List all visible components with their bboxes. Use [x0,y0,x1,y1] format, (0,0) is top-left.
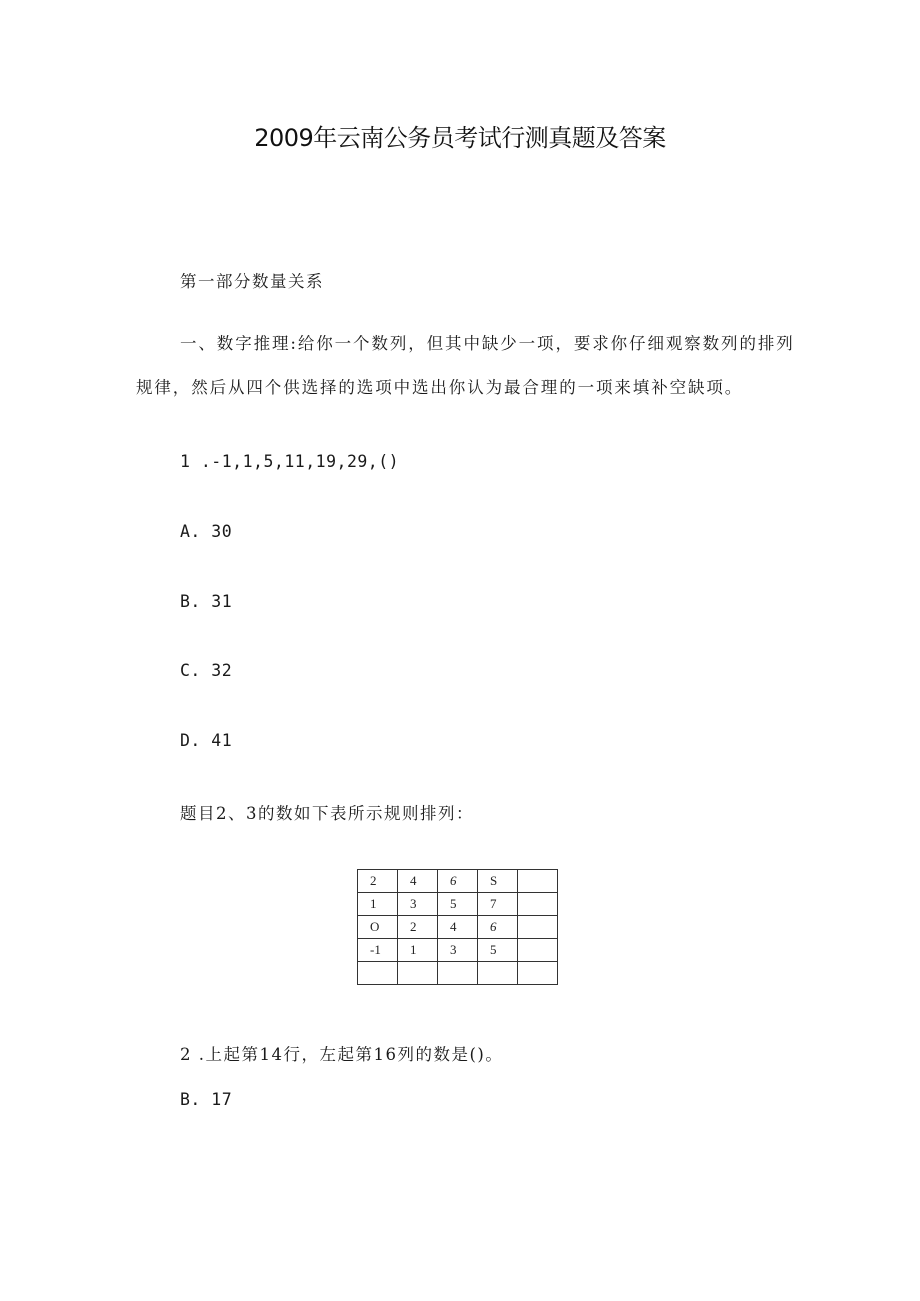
table-cell: 3 [398,893,438,916]
table-cell: 2 [398,916,438,939]
table-row [358,916,558,939]
table-cell [438,962,478,985]
question-1-option-a: A. 30 [180,522,233,541]
question-1-stem: 1 .-1,1,5,11,19,29,() [180,452,400,471]
table-cell [518,870,558,893]
section-heading: 第一部分数量关系 [180,272,324,291]
table-cell: 2 [358,870,398,893]
table-cell [398,962,438,985]
question-2-stem: 2 .上起第14行，左起第16列的数是()。 [180,1045,504,1064]
table-cell [358,962,398,985]
table-cell: 7 [478,893,518,916]
question-1-option-d: D. 41 [180,731,233,750]
table-cell: S [478,870,518,893]
question-1-option-c: C. 32 [180,661,233,680]
table-cell [478,962,518,985]
table-cell: 5 [478,939,518,962]
table-cell: -1 [358,939,398,962]
number-table [357,869,558,985]
table-cell: 3 [438,939,478,962]
table-cell: 4 [438,916,478,939]
table-cell: 1 [398,939,438,962]
table-cell [518,939,558,962]
table-cell: 6 [478,916,518,939]
table-cell [518,962,558,985]
document-title: 2009年云南公务员考试行测真题及答案 [254,124,666,152]
table-cell [518,916,558,939]
table-row [358,939,558,962]
question-2-option-b: B. 17 [180,1090,233,1109]
table-intro: 题目2、3的数如下表所示规则排列： [180,804,474,823]
table-row [358,893,558,916]
table-cell: 5 [438,893,478,916]
instruction-paragraph: 一、数字推理:给你一个数列，但其中缺少一项，要求你仔细观察数列的排列规律，然后从四个供选择的选项中选出你认为最合理的一项来填补空缺项。 [136,334,795,397]
table-row [358,962,558,985]
table-row [358,870,558,893]
table-cell: 1 [358,893,398,916]
question-1-option-b: B. 31 [180,592,233,611]
table-cell: O [358,916,398,939]
table-cell: 6 [438,870,478,893]
table-cell: 4 [398,870,438,893]
table-cell [518,893,558,916]
